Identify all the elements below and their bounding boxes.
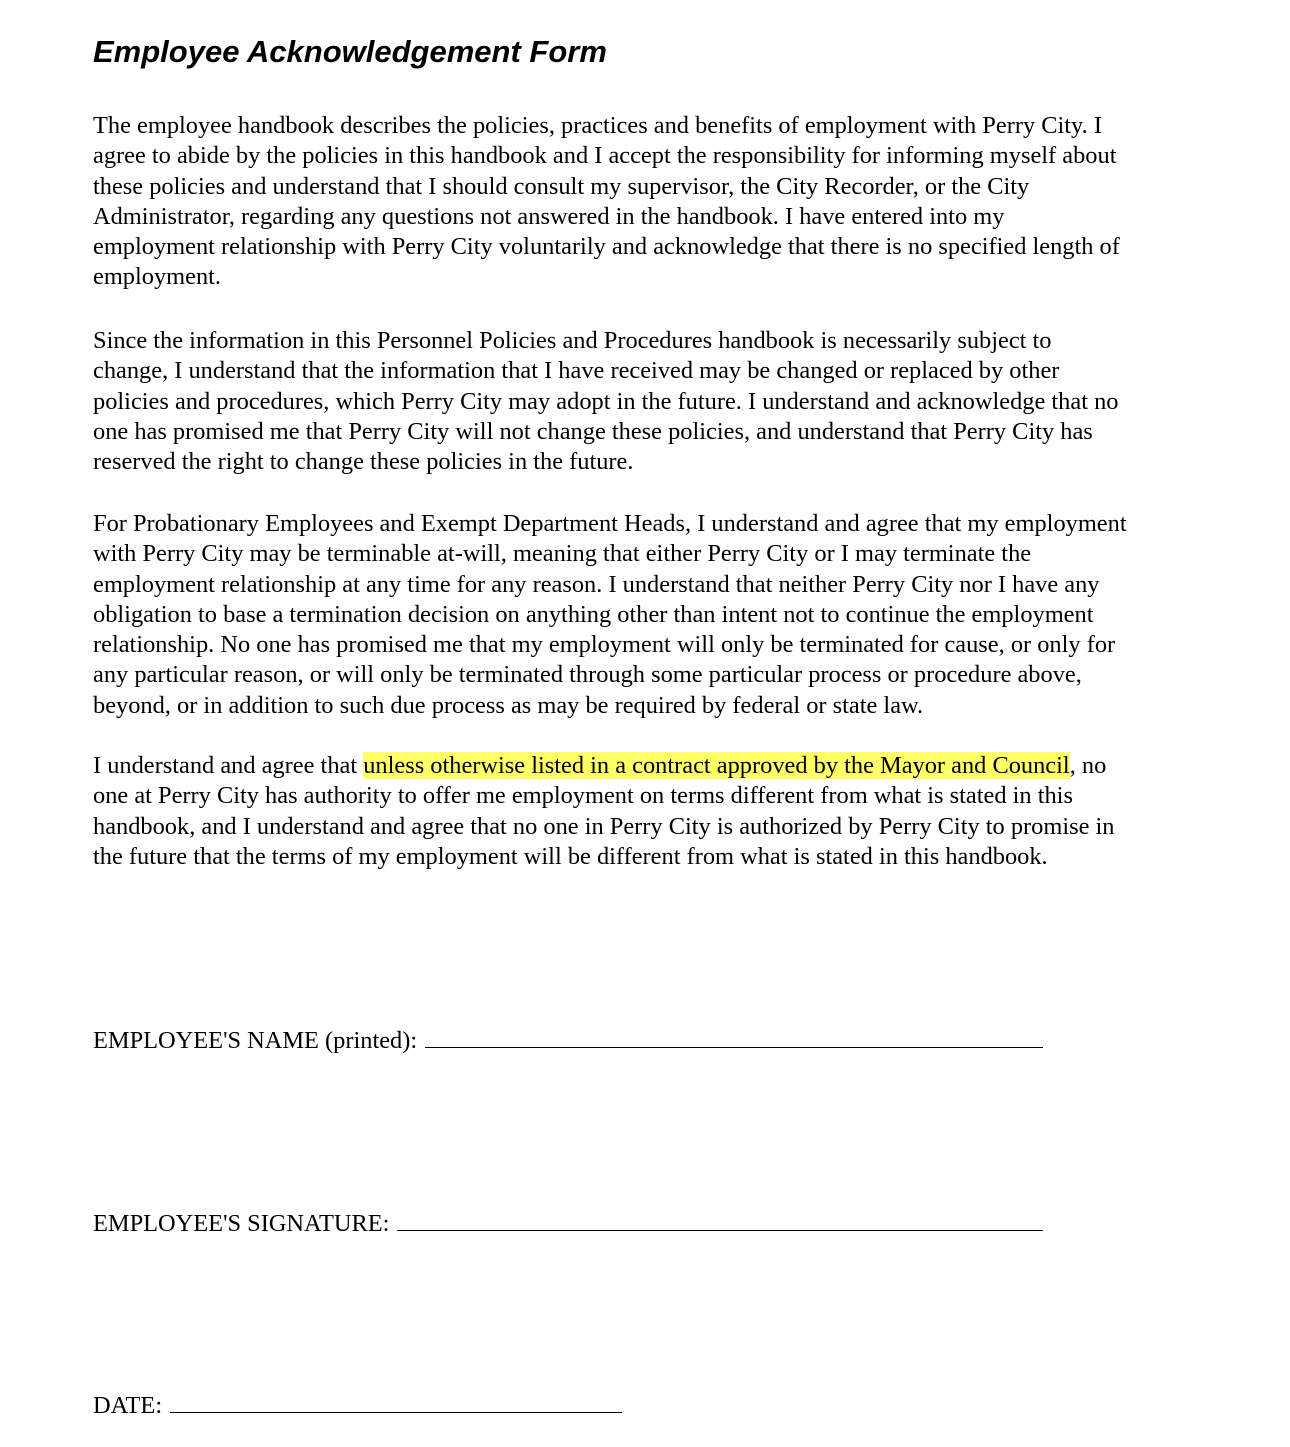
paragraph-line: any particular reason, or will only be terminated through some particular process or procedure above, [93, 661, 1082, 689]
paragraph-line: one at Perry City has authority to offer me employment on terms different from what is stated in this [93, 782, 1073, 810]
paragraph-line: beyond, or in addition to such due process as may be required by federal or state law. [93, 691, 924, 719]
paragraph-line: the future that the terms of my employment will be different from what is stated in this handbook. [93, 842, 1048, 870]
date-input-line[interactable] [170, 1394, 622, 1413]
paragraph-line: handbook, and I understand and agree that no one in Perry City is authorized by Perry City to promise in [93, 812, 1115, 840]
paragraph-line: agree to abide by the policies in this handbook and I accept the responsibility for informing myself about [93, 142, 1117, 170]
paragraph-line: Since the information in this Personnel Policies and Procedures handbook is necessarily subject to [93, 327, 1052, 354]
employee-signature-field [93, 1209, 1043, 1239]
date-field [93, 1391, 622, 1421]
paragraph-line: The employee handbook describes the policies, practices and benefits of employment with Perry City. I [93, 112, 1102, 139]
paragraph-line: For Probationary Employees and Exempt Department Heads, I understand and agree that my employment [93, 510, 1127, 537]
employee-signature-label: EMPLOYEE'S SIGNATURE: [93, 1210, 390, 1237]
paragraph-text: , no [1069, 752, 1107, 779]
paragraph-line: with Perry City may be terminable at-will, meaning that either Perry City or I may terminate the [93, 540, 1032, 568]
paragraph-line: obligation to base a termination decision on anything other than intent not to continue the employment [93, 600, 1094, 628]
paragraph-line: employment relationship at any time for any reason. I understand that neither Perry City nor I have any [93, 570, 1100, 598]
employee-name-field [93, 1026, 1043, 1056]
paragraph-line: change, I understand that the information that I have received may be changed or replaced by other [93, 357, 1060, 385]
date-label: DATE: [93, 1392, 163, 1419]
paragraph-line: employment relationship with Perry City voluntarily and acknowledge that there is no specified length of [93, 233, 1120, 261]
highlighted-text: unless otherwise listed in a contract approved by the Mayor and Council [363, 752, 1070, 779]
employee-signature-input-line[interactable] [397, 1212, 1043, 1231]
paragraph-line: relationship. No one has promised me that my employment will only be terminated for cause, or only for [93, 631, 1116, 659]
paragraph-line: these policies and understand that I should consult my supervisor, the City Recorder, or the City [93, 172, 1030, 200]
paragraph-line: policies and procedures, which Perry City may adopt in the future. I understand and acknowledge that no [93, 387, 1119, 415]
paragraph-authority-terms [93, 751, 1223, 872]
paragraph-line: one has promised me that Perry City will not change these policies, and understand that Perry City has [93, 417, 1093, 445]
paragraph-line: reserved the right to change these policies in the future. [93, 448, 634, 476]
paragraph-at-will-employment [93, 509, 1223, 721]
paragraph-policy-changes [93, 326, 1223, 477]
employee-name-input-line[interactable] [425, 1029, 1043, 1048]
paragraph-line: employment. [93, 263, 222, 291]
employee-name-label: EMPLOYEE'S NAME (printed): [93, 1027, 418, 1054]
paragraph-handbook-agreement [93, 111, 1223, 293]
page-title: Employee Acknowledgement Form [93, 34, 607, 69]
paragraph-line: Administrator, regarding any questions not answered in the handbook. I have entered into my [93, 202, 1005, 230]
paragraph-line [93, 751, 1223, 781]
paragraph-text: I understand and agree that [93, 752, 364, 779]
